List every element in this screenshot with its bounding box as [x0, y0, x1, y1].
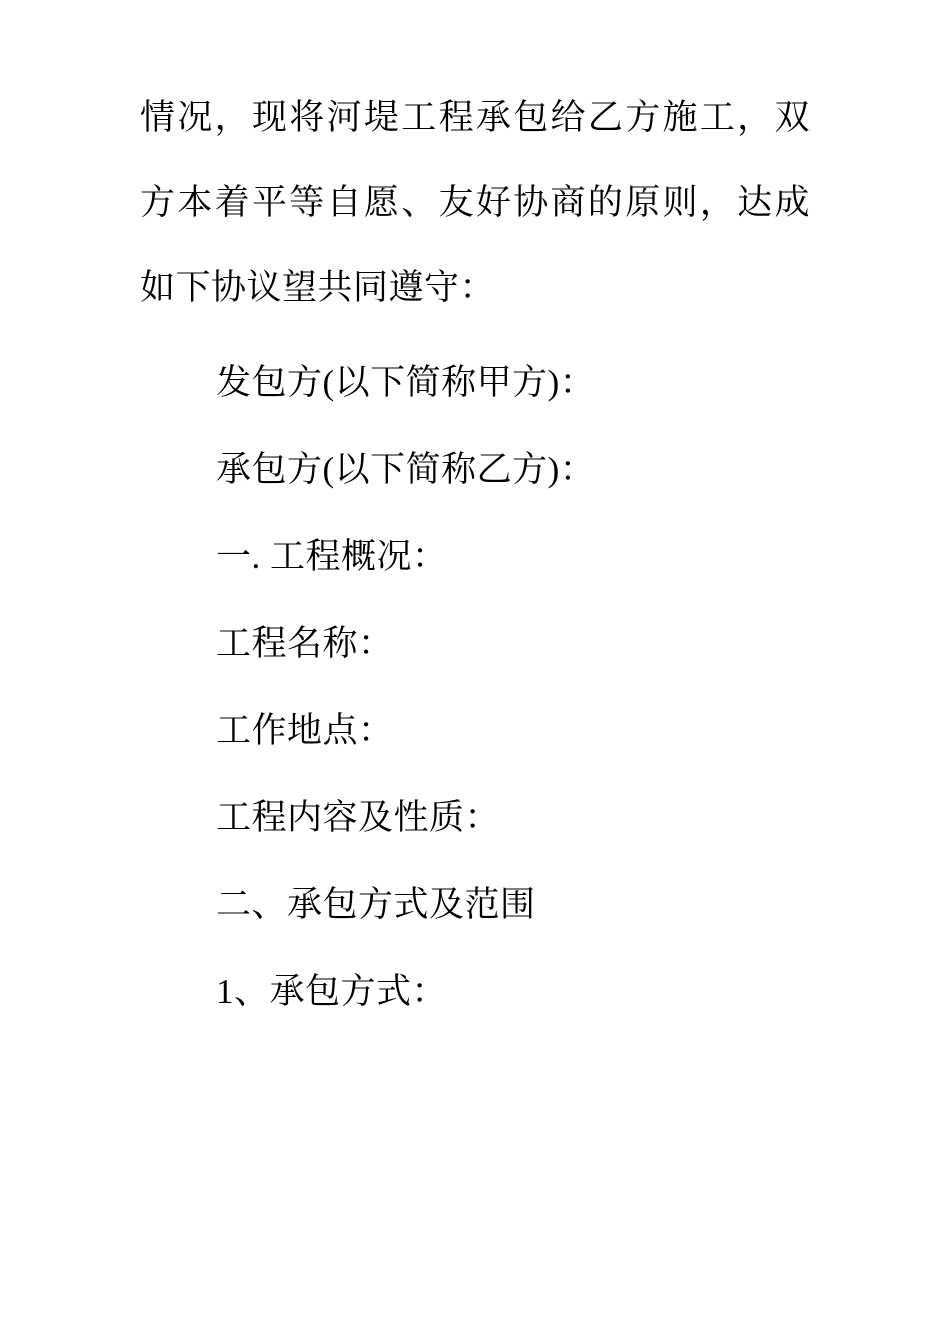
paragraph-line-1: 情况，现将河堤工程承包给乙方施工，双	[140, 98, 810, 137]
clause-contract-method: 1、承包方式：	[216, 972, 448, 1011]
paragraph-line-3: 如下协议望共同遵守：	[140, 268, 496, 307]
clause-project-name: 工程名称：	[216, 624, 394, 663]
clause-contract-scope-heading: 二、承包方式及范围	[216, 885, 536, 924]
clause-work-location: 工作地点：	[216, 711, 394, 750]
clause-project-overview-heading: 一. 工程概况：	[216, 537, 448, 576]
clause-project-content: 工程内容及性质：	[216, 798, 501, 837]
document-body	[140, 100, 810, 1009]
clause-party-b: 承包方(以下简称乙方)：	[216, 450, 596, 489]
paragraph-line-2: 方本着平等自愿、友好协商的原则，达成	[140, 183, 810, 222]
clause-party-a: 发包方(以下简称甲方)：	[216, 363, 596, 402]
